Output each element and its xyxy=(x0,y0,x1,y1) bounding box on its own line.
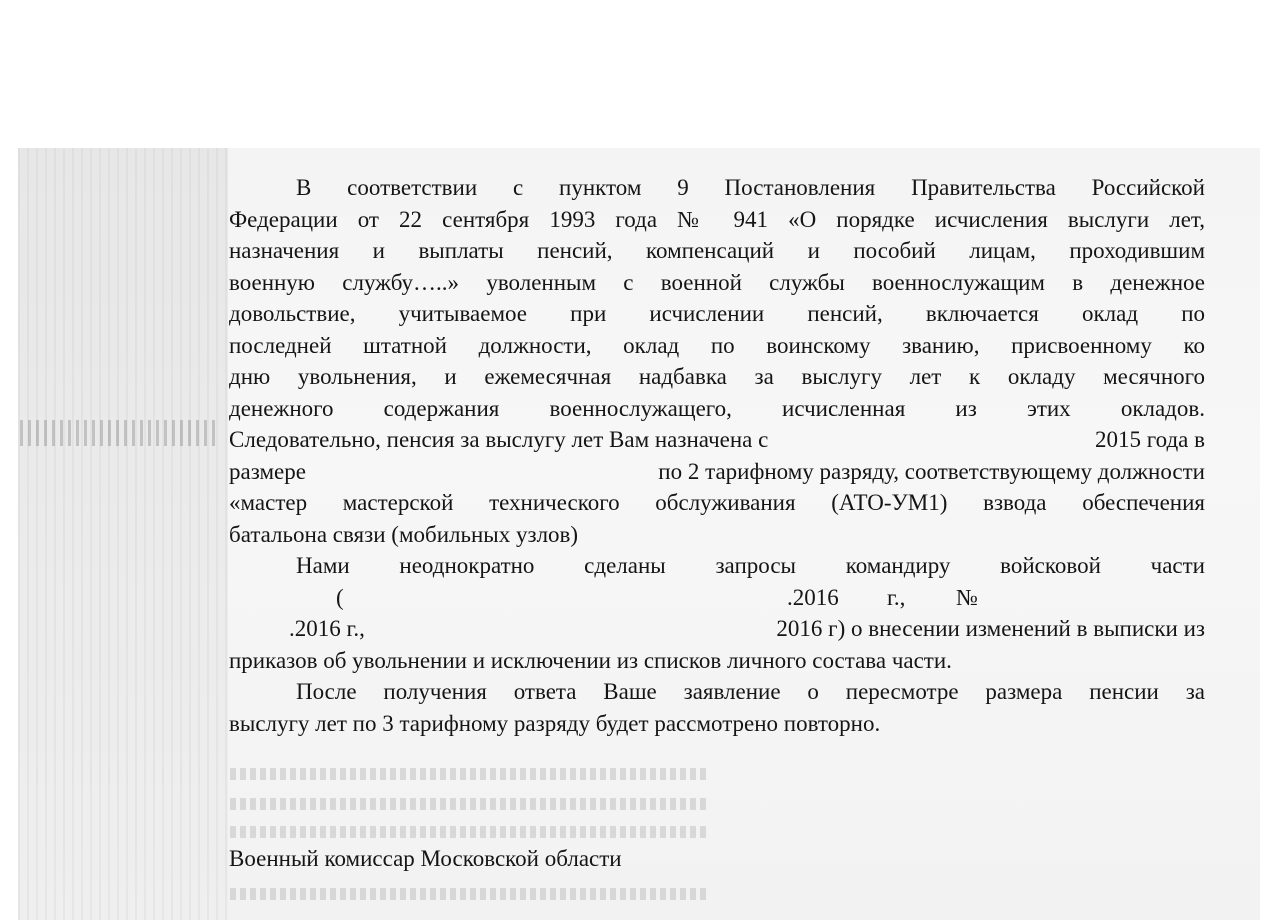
text-line: военную службу…..» уволенным с военной службы военнослужащим в денежное xyxy=(229,269,1205,295)
scan-edge-noise xyxy=(18,148,228,920)
text-line-pension-size xyxy=(229,456,1205,488)
text-line: батальона связи (мобильных узлов) xyxy=(229,521,579,547)
text-line: назначения и выплаты пенсий, компенсаций и пособий лицам, проходившим xyxy=(229,238,1205,263)
bleed-through-line xyxy=(230,826,710,838)
text-line: довольствие, учитываемое при исчислении пенсий, включается оклад по xyxy=(229,301,1205,326)
text-line: денежного содержания военнослужащего, исчисленная из этих окладов. xyxy=(229,395,1205,421)
text-segment: г., xyxy=(887,584,906,610)
text-line: Федерации от 22 сентября 1993 года № 941 «О порядке исчисления выслуги лет, xyxy=(229,206,1205,232)
text-line: дню увольнения, и ежемесячная надбавка за выслугу лет к окладу месячного xyxy=(229,364,1205,389)
bleed-through-line xyxy=(230,888,710,900)
text-segment: Следовательно, пенсия за выслугу лет Вам назначена с xyxy=(229,427,769,452)
bleed-through-line xyxy=(230,798,710,810)
text-line: приказов об увольнении и исключении из списков личного состава части. xyxy=(229,647,952,673)
text-line-pension-date xyxy=(229,424,1205,456)
text-segment: ( xyxy=(336,584,344,610)
text-segment: 2016 г) о внесении изменений в выписки из xyxy=(776,616,1205,641)
text-segment: .2016 г., xyxy=(289,616,365,641)
text-line: В соответствии с пунктом 9 Постановления Правительства Российской xyxy=(296,175,1205,200)
text-segment: .2016 xyxy=(787,584,839,610)
bleed-through-line xyxy=(230,768,710,780)
text-segment: размере xyxy=(229,458,306,484)
text-line: последней штатной должности, оклад по воинскому званию, присвоенному ко xyxy=(229,332,1205,358)
text-line-request-dates xyxy=(229,582,1205,614)
text-segment: № xyxy=(956,584,978,610)
text-line: «мастер мастерской технического обслуживания (АТО-УМ1) взвода обеспечения xyxy=(229,490,1205,515)
scan-artifact-strip xyxy=(20,420,220,446)
signature-title: Военный комиссар Московской области xyxy=(229,846,622,871)
letter-body xyxy=(229,172,1205,739)
text-line: Нами неоднократно сделаны запросы командиру войсковой части xyxy=(296,553,1205,578)
text-line: выслугу лет по 3 тарифному разряду будет рассмотрено повторно. xyxy=(229,710,881,736)
text-segment: по 2 тарифному разряду, соответствующему должности xyxy=(658,458,1205,484)
text-line: После получения ответа Ваше заявление о пересмотре размера пенсии за xyxy=(296,679,1205,704)
text-segment: 2015 года в xyxy=(1095,427,1205,452)
text-line-request-numbers xyxy=(229,613,1205,645)
